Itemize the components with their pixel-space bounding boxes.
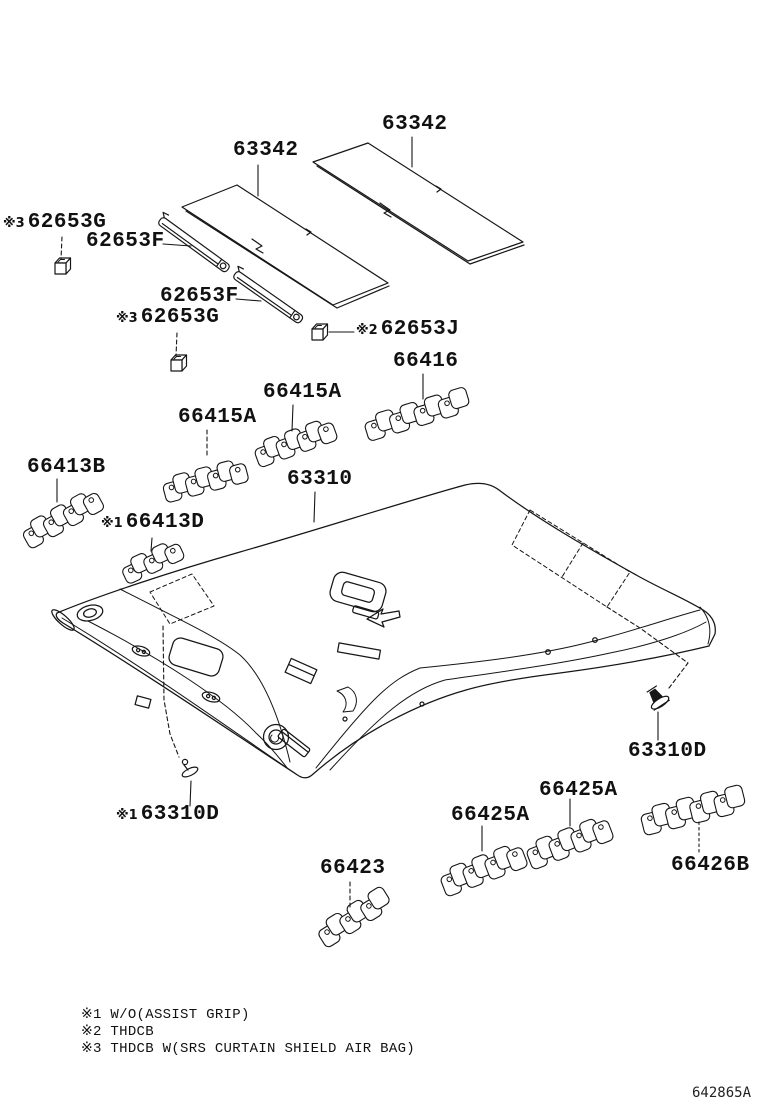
footnote-ref-icon: ※3 [3,216,25,231]
part-66413B-strip [19,486,105,549]
part-number: 63310D [140,803,220,826]
clip-cube-62653G-2 [171,355,187,371]
part-label-62653F-1 [86,231,165,252]
clip-cube-62653J [312,324,328,340]
part-number: 62653J [380,318,460,341]
part-66425A-right-strip [524,814,615,870]
part-66416-strip [362,386,472,441]
footnote-ref-icon: ※1 [116,808,138,823]
part-66415A-mid-strip [161,457,250,503]
part-label-63310 [287,469,353,490]
part-label-66425A-right [539,780,618,801]
part-label-62653F-2 [160,286,239,307]
footnote-ref-icon: ※3 [116,311,138,326]
part-number: 66425A [539,779,618,802]
part-number: 66423 [320,857,386,880]
part-number: 66416 [393,350,459,373]
part-number: 62653F [160,285,239,308]
part-label-66413D [101,512,204,534]
part-62653F-rail-2 [231,265,307,324]
part-62653F-rail-1 [156,212,234,273]
part-label-66426B [671,855,750,876]
part-number: 66415A [178,406,257,429]
part-number: 66413B [27,456,106,479]
part-label-66413B [27,457,106,478]
part-label-66416 [393,351,459,372]
part-66415A-right-strip [252,416,339,468]
part-label-63310D-right [628,741,707,762]
part-number: 63342 [233,139,299,162]
part-number: 63310D [628,740,707,763]
part-label-66423 [320,858,386,879]
part-number: 63342 [382,113,448,136]
part-number: 62653G [27,211,107,234]
clip-63310D-left [181,759,199,778]
footnote-3: ※3 THDCB W(SRS CURTAIN SHIELD AIR BAG) [81,1041,415,1057]
part-number: 62653F [86,230,165,253]
footnote-ref-icon: ※1 [101,516,123,531]
part-66423-strip [314,885,394,948]
part-number: 66413D [125,511,205,534]
part-label-63310D-left [116,804,219,826]
part-number: 66415A [263,381,342,404]
footnote-ref-icon: ※2 [356,323,378,338]
part-number: 63310 [287,468,353,491]
diagram-number: 642865A [692,1085,752,1101]
part-66426B-strip [639,784,747,836]
part-label-63342-left [233,140,299,161]
part-label-66415A-mid [178,407,257,428]
part-label-66425A-left [451,805,530,826]
part-63342-right-pad [313,143,524,264]
part-number: 62653G [140,306,220,329]
part-66425A-left-strip [438,841,529,897]
part-number: 66425A [451,804,530,827]
part-label-63342-right [382,114,448,135]
footnote-2: ※2 THDCB [81,1024,154,1040]
part-number: 66426B [671,854,750,877]
footnote-1: ※1 W/O(ASSIST GRIP) [81,1007,250,1023]
part-label-62653J [356,319,459,341]
part-label-62653G-2 [116,307,219,329]
clip-cube-62653G-1 [55,258,71,274]
part-label-66415A-right [263,382,342,403]
clip-63310D-right [643,684,671,712]
